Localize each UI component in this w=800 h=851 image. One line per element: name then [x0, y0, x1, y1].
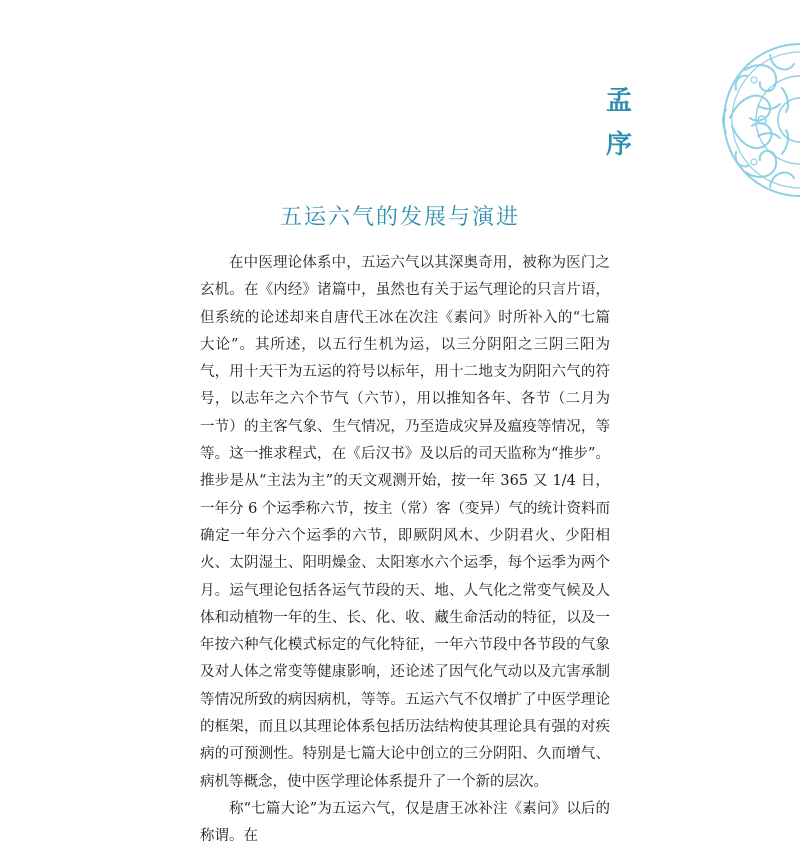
side-title-char-2: 序 — [605, 130, 632, 160]
floral-medallion-ornament — [650, 40, 800, 200]
chapter-title: 五运六气的发展与演进 — [279, 205, 520, 230]
body-text — [200, 250, 610, 851]
side-title-char-1: 孟 — [605, 86, 632, 116]
paragraph-1: 在中医理论体系中，五运六气以其深奥奇用，被称为医门之玄机。在《内经》诸篇中，虽然也有关于运气理论的只言片语，但系统的论述却来自唐代王冰在次注《素问》时所补入的“七篇大论”。其所述，以五行生机为运，以三分阴阳之三阴三阳为气，用十天干为五运的符号以标年，用十二地支为阴阳六气的符号，以志年之六个节气（六节），用以推知各年、各节（二月为一节）的主客气象、生气情况，乃至造成灾异及瘟疫等情况，等等。这一推求程式，在《后汉书》及以后的司天监称为“推步”。推步是从“主法为主”的天文观测开始，按一年 365 又 1/4 日，一年分 6 个运季称六节，按主（常）客（变异）气的统计资料而确定一年分六个运季的六节，即厥阴风木、少阴君火、少阳相火、太阴湿土、阳明燥金、太阳寒水六个运季，每个运季为两个月。运气理论包括各运气节段的天、地、人气化之常变气候及人体和动植物一年的生、长、化、收、藏生命活动的特征，以及一年按六种气化模式标定的气化特征，一年六节段中各节段的气象及对人体之常变等健康影响，还论述了因气化气动以及亢害承制等情况所致的病因病机，等等。五运六气不仅增扩了中医学理论的框架，而且以其理论体系包括历法结构使其理论具有强的对疾病的可预测性。特别是七篇大论中创立的三分阴阳、久而增气、病机等概念，使中医学理论体系提升了一个新的层次。 — [200, 255, 610, 790]
paragraph-2: 称“七篇大论”为五运六气，仅是唐王冰补注《素问》以后的称谓。在 — [200, 800, 610, 845]
